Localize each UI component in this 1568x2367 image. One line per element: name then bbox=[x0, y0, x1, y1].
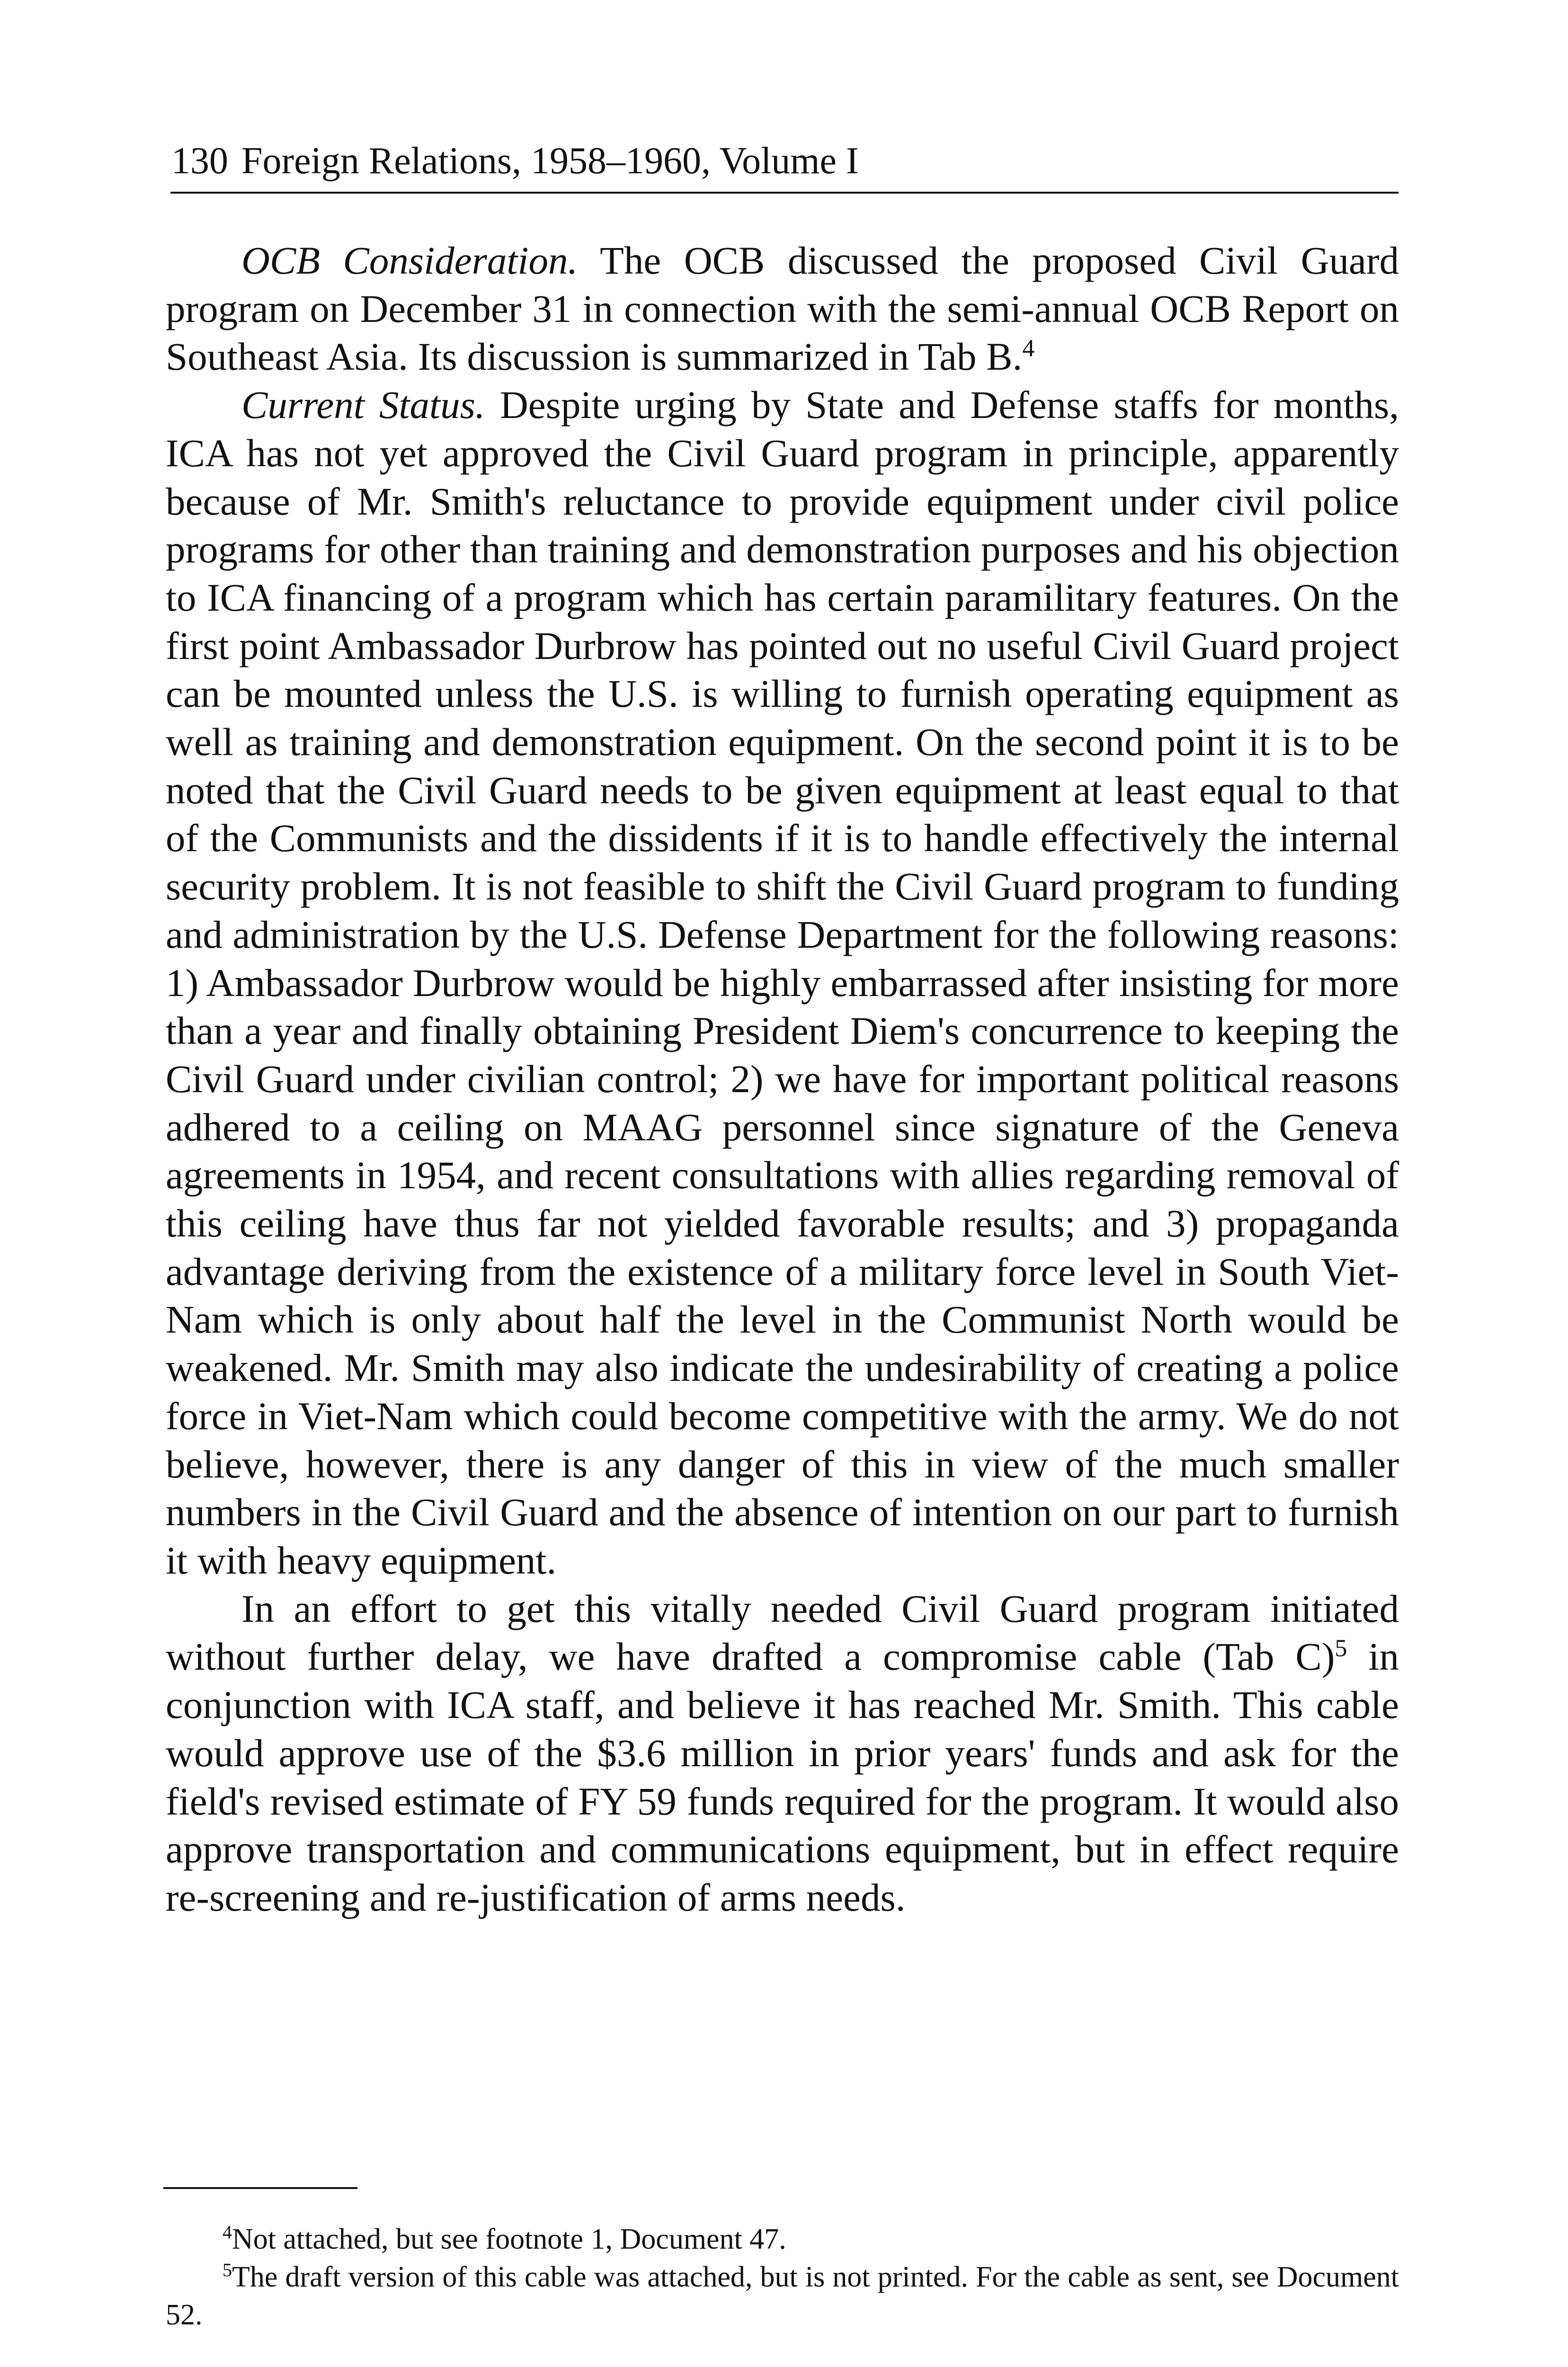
running-title: Foreign Relations, 1958–1960, Volume I bbox=[241, 140, 859, 182]
footnote bbox=[166, 2220, 1399, 2258]
footnote-marker: 4 bbox=[223, 2221, 232, 2243]
paragraph-text: Despite urging by State and Defense staffs for months, ICA has not yet approved the Civil Guard program in principle, apparently because of Mr. Smith's reluctance to provide equipment under civil police programs for other than training and demonstration purposes and his objection to ICA financing of a program which has certain paramilitary features. On the first point Ambassador Durbrow has pointed out no useful Civil Guard project can be mounted unless the U.S. is willing to furnish operating equipment as well as training and demonstration equipment. On the second point it is to be noted that the Civil Guard needs to be given equipment at least equal to that of the Communists and the dissidents if it is to handle effectively the internal security problem. It is not feasible to shift the Civil Guard program to funding and administration by the U.S. Defense Department for the following reasons: 1) Ambassador Durbrow would be highly embarrassed after insisting for more than a year and finally obtaining President Diem's concurrence to keeping the Civil Guard under civilian control; 2) we have for important political reasons adhered to a ceiling on MAAG personnel since signature of the Geneva agreements in 1954, and recent consultations with allies regarding removal of this ceiling have thus far not yielded favorable results; and 3) propaganda advantage deriving from the existence of a military force level in South Viet-Nam which is only about half the level in the Communist North would be weakened. Mr. Smith may also indicate the undesirability of creating a police force in Viet-Nam which could become competitive with the army. We do not believe, however, there is any danger of this in view of the much smaller numbers in the Civil Guard and the absence of intention on our part to furnish it with heavy equipment. bbox=[166, 383, 1399, 1582]
header-rule bbox=[170, 192, 1399, 194]
footnote-rule bbox=[163, 2187, 357, 2189]
footnote bbox=[166, 2258, 1399, 2334]
body-text bbox=[166, 237, 1399, 1922]
paragraph-ocb-consideration bbox=[166, 237, 1399, 381]
paragraph-current-status bbox=[166, 381, 1399, 1585]
running-header bbox=[171, 135, 1398, 187]
run-in-heading: Current Status. bbox=[241, 383, 485, 427]
footnote-marker: 5 bbox=[223, 2259, 232, 2281]
run-in-heading: OCB Consideration. bbox=[241, 239, 578, 282]
page-number: 130 bbox=[171, 140, 228, 182]
footnote-reference: 5 bbox=[1335, 1635, 1347, 1662]
paragraph-text: in conjunction with ICA staff, and believe it has reached Mr. Smith. This cable would approve use of the $3.6 million in prior years' funds and ask for the field's revised estimate of FY 59 funds required for the program. It would also approve transportation and communications equipment, but in effect require re-screening and re-justification of arms needs. bbox=[166, 1635, 1399, 1919]
footnotes bbox=[166, 2220, 1399, 2334]
paragraph-text: The OCB discussed the proposed Civil Guard program on December 31 in connection with the semi-annual OCB Report on Southeast Asia. Its discussion is summarized in Tab B. bbox=[166, 239, 1399, 379]
footnote-reference: 4 bbox=[1022, 335, 1035, 362]
footnote-text: Not attached, but see footnote 1, Document 47. bbox=[232, 2223, 786, 2255]
paragraph-text: In an effort to get this vitally needed Civil Guard program initiated without further delay, we have drafted a compromise cable (Tab C) bbox=[166, 1586, 1399, 1679]
footnote-text: The draft version of this cable was attached, but is not printed. For the cable as sent, see Document 52. bbox=[166, 2261, 1399, 2331]
paragraph-compromise-cable bbox=[166, 1585, 1399, 1922]
